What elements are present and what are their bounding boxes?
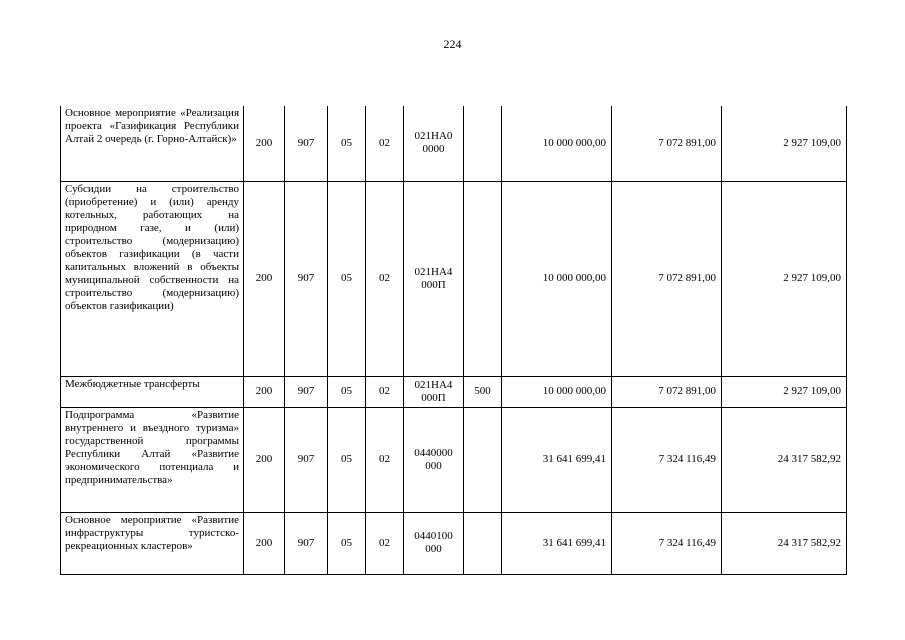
amount-cell-3: 2 927 109,00 <box>722 181 847 376</box>
ministry-code-cell: 907 <box>285 181 328 376</box>
amount-cell-2: 7 324 116,49 <box>612 407 722 512</box>
expense-type-cell <box>464 181 502 376</box>
target-article-line2: 000П <box>421 391 446 404</box>
table-row <box>61 181 847 376</box>
page-number: 224 <box>443 37 462 51</box>
amount-cell-2: 7 072 891,00 <box>612 181 722 376</box>
section-cell: 05 <box>328 106 366 181</box>
admin-code-cell: 200 <box>244 376 285 407</box>
expense-type-cell <box>464 512 502 574</box>
expense-type-cell: 500 <box>464 376 502 407</box>
amount-cell-2: 7 072 891,00 <box>612 376 722 407</box>
amount-cell-3: 24 317 582,92 <box>722 407 847 512</box>
budget-table <box>60 106 847 575</box>
table-row <box>61 376 847 407</box>
amount-cell-1: 10 000 000,00 <box>502 181 612 376</box>
section-cell: 05 <box>328 376 366 407</box>
target-article-cell <box>404 376 464 407</box>
amount-cell-2: 7 324 116,49 <box>612 512 722 574</box>
admin-code-cell: 200 <box>244 512 285 574</box>
amount-cell-1: 31 641 699,41 <box>502 407 612 512</box>
subsection-cell: 02 <box>366 181 404 376</box>
row-description: Основное мероприятие «Реализация проекта «Газификация Республики Алтай 2 очередь (г. Горно-Алтайск)» <box>61 106 244 181</box>
amount-cell-3: 2 927 109,00 <box>722 376 847 407</box>
target-article-line1: 021НА4 <box>414 265 453 278</box>
row-description: Подпрограмма «Развитие внутреннего и въездного туризма» государственной программы Республики Алтай «Развитие экономического потенциала и предпринимательства» <box>61 407 244 512</box>
section-cell: 05 <box>328 512 366 574</box>
section-cell: 05 <box>328 407 366 512</box>
amount-cell-1: 31 641 699,41 <box>502 512 612 574</box>
target-article-line1: 021НА4 <box>414 378 453 391</box>
ministry-code-cell: 907 <box>285 407 328 512</box>
table-row <box>61 512 847 574</box>
target-article-line2: 000П <box>421 278 446 291</box>
section-cell: 05 <box>328 181 366 376</box>
target-article-line1: 0440000 <box>414 446 453 459</box>
expense-type-cell <box>464 106 502 181</box>
subsection-cell: 02 <box>366 376 404 407</box>
target-article-line2: 000 <box>425 543 442 555</box>
expense-type-cell <box>464 407 502 512</box>
ministry-code-cell: 907 <box>285 376 328 407</box>
target-article-cell <box>404 181 464 376</box>
table-row <box>61 407 847 512</box>
amount-cell-3: 24 317 582,92 <box>722 512 847 574</box>
admin-code-cell: 200 <box>244 181 285 376</box>
target-article-line2: 0000 <box>422 143 445 156</box>
target-article-cell <box>404 106 464 181</box>
table-row <box>61 106 847 181</box>
target-article-cell <box>404 407 464 512</box>
subsection-cell: 02 <box>366 512 404 574</box>
row-description: Основное мероприятие «Развитие инфраструктуры туристско-рекреационных кластеров» <box>61 512 244 574</box>
target-article-line1: 0440100 <box>414 530 453 542</box>
amount-cell-1: 10 000 000,00 <box>502 106 612 181</box>
admin-code-cell: 200 <box>244 407 285 512</box>
amount-cell-2: 7 072 891,00 <box>612 106 722 181</box>
target-article-line1: 021НА0 <box>414 130 453 143</box>
ministry-code-cell: 907 <box>285 512 328 574</box>
row-description: Субсидии на строительство (приобретение) и (или) аренду котельных, работающих на природном газе, и (или) строительство (модернизацию) объектов газификации (в части капитальных вложений в объекты муниципальной собственности на строительство (модернизацию) объектов газификации) <box>61 181 244 376</box>
row-description: Межбюджетные трансферты <box>61 376 244 407</box>
subsection-cell: 02 <box>366 106 404 181</box>
amount-cell-1: 10 000 000,00 <box>502 376 612 407</box>
subsection-cell: 02 <box>366 407 404 512</box>
target-article-cell <box>404 512 464 574</box>
amount-cell-3: 2 927 109,00 <box>722 106 847 181</box>
target-article-line2: 000 <box>425 459 442 472</box>
admin-code-cell: 200 <box>244 106 285 181</box>
ministry-code-cell: 907 <box>285 106 328 181</box>
